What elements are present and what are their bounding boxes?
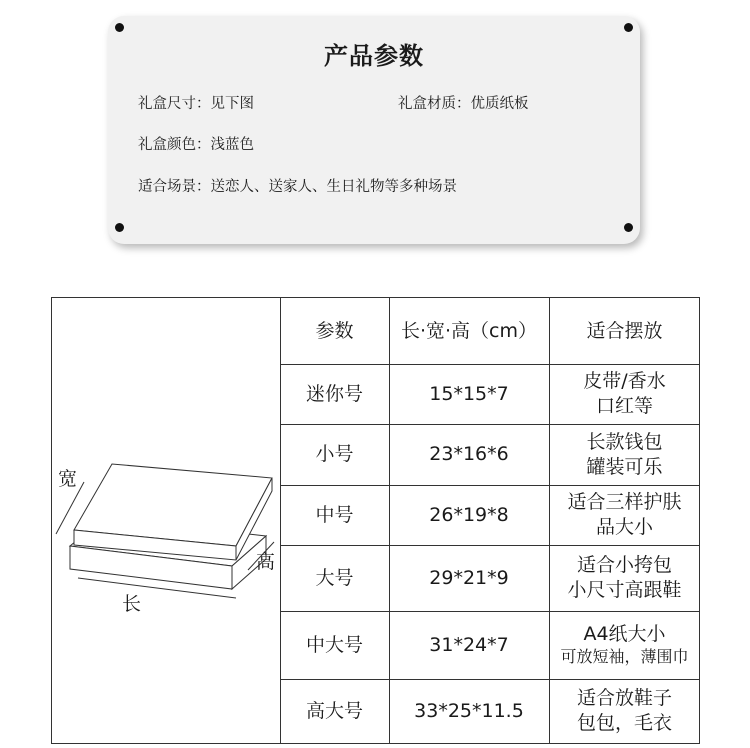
header-fit: 适合摆放 [586,319,663,342]
fit-line: 皮带/香水 [583,370,666,393]
row-name: 小号 [315,443,354,466]
fit-line: 长款钱包 [586,430,663,453]
width-label: 宽 [58,468,78,490]
scene-param: 适合场景：送恋人、送家人、生日礼物等多种场景 [138,179,457,195]
fit-line: 可放短袖，薄围巾 [560,646,689,666]
row-size: 26*19*8 [429,503,509,526]
fit-line: 口红等 [595,395,653,417]
pin-dot [115,223,124,232]
fit-line: 小尺寸高跟鞋 [567,579,682,601]
height-label: 高 [256,551,276,573]
pin-dot [624,223,633,232]
row-size: 33*25*11.5 [414,699,524,722]
fit-line: 包包，毛衣 [576,712,672,734]
fit-line: 适合放鞋子 [576,687,672,710]
fit-line: 适合小挎包 [576,554,672,577]
row-fit [549,424,700,485]
pin-dot [624,23,633,32]
pin-dot [115,23,124,32]
fit-line: A4纸大小 [583,623,666,646]
row-size: 15*15*7 [429,382,509,405]
row-name: 中号 [315,503,354,526]
fit-line: 适合三样护肤 [567,491,682,514]
fit-line: 品大小 [595,516,653,538]
size-param: 礼盒尺寸：见下图 [138,96,254,112]
row-name: 中大号 [305,633,363,656]
row-fit [549,485,700,545]
row-fit [549,679,700,743]
row-fit [549,364,700,424]
length-label: 长 [122,593,142,615]
row-name: 迷你号 [305,382,363,405]
row-fit [549,611,700,679]
row-name: 高大号 [305,699,363,722]
color-param: 礼盒颜色：浅蓝色 [138,137,254,153]
row-fit [549,545,700,611]
header-dimensions: 长·宽·高（cm） [400,319,538,342]
row-size: 29*21*9 [429,566,509,589]
fit-line: 罐装可乐 [586,455,663,478]
product-params-card [108,16,640,244]
card-title: 产品参数 [324,42,424,70]
row-name: 大号 [315,566,354,589]
row-size: 23*16*6 [429,443,509,466]
header-param: 参数 [315,319,354,342]
row-size: 31*24*7 [429,633,509,656]
gift-box-diagram [52,298,280,743]
size-table [51,297,700,744]
material-param: 礼盒材质：优质纸板 [398,96,529,112]
